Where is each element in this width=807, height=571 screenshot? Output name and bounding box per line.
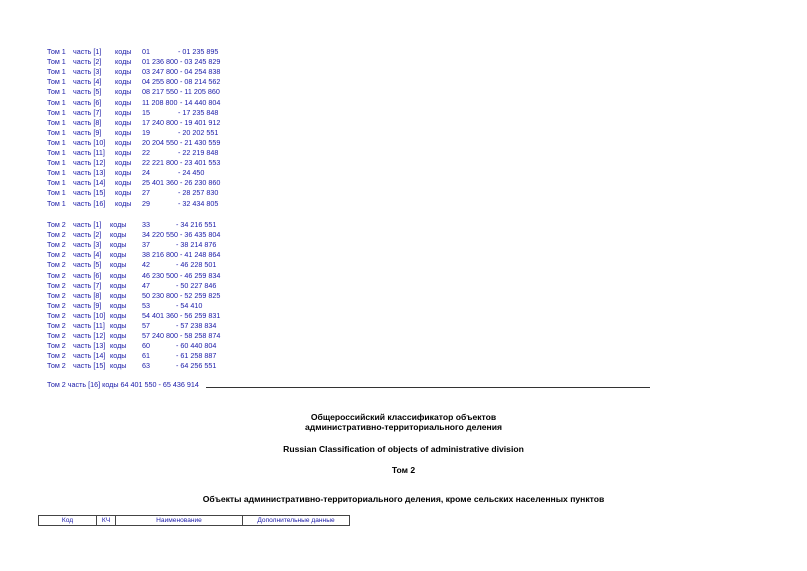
volume-label: Том 1	[47, 47, 66, 56]
code-range	[142, 230, 221, 240]
range-start: 63	[142, 361, 150, 371]
part-label: часть [15]	[73, 188, 106, 198]
volume-label: Том 2	[47, 290, 66, 300]
range-end: - 41 248 864	[180, 250, 221, 260]
codes-label: коды	[115, 188, 132, 198]
range-end: - 46 228 501	[176, 260, 217, 270]
index-row	[47, 57, 247, 66]
index-row	[47, 188, 247, 197]
part-label: часть [4]	[73, 77, 102, 87]
range-end: - 56 259 831	[180, 310, 221, 320]
code-range	[142, 331, 221, 341]
range-end: - 03 245 829	[180, 57, 221, 67]
codes-label: коды	[115, 137, 132, 147]
part-label: часть [13]	[73, 168, 106, 178]
range-start: 24	[142, 168, 150, 178]
code-range	[142, 310, 221, 320]
volume-label: Том 1	[47, 137, 66, 147]
code-range	[142, 57, 221, 67]
codes-label: коды	[115, 198, 132, 208]
codes-label: коды	[110, 260, 127, 270]
part-label: часть [13]	[73, 341, 106, 351]
codes-label: коды	[115, 97, 132, 107]
index-row	[47, 341, 247, 350]
volume-label: Том 2	[47, 331, 66, 341]
codes-label: коды	[110, 240, 127, 250]
codes-label: коды	[115, 178, 132, 188]
codes-label: коды	[115, 67, 132, 77]
range-end: - 36 435 804	[180, 230, 221, 240]
codes-label: коды	[115, 148, 132, 157]
codes-label: коды	[110, 230, 127, 240]
range-end: - 58 258 874	[180, 331, 221, 341]
codes-label: коды	[115, 158, 132, 168]
code-range	[142, 361, 217, 371]
code-range	[142, 67, 221, 77]
codes-label: коды	[110, 321, 127, 330]
code-range	[142, 77, 221, 87]
part-label: часть [6]	[73, 97, 102, 107]
range-end: - 01 235 895	[178, 47, 219, 56]
index-row	[47, 321, 247, 330]
volume-label: Том 2	[47, 300, 66, 310]
part-label: часть [5]	[73, 87, 102, 97]
part-label: часть [4]	[73, 250, 102, 260]
volume-label: Том 1	[47, 148, 66, 157]
volume-label: Том 2	[47, 321, 66, 330]
range-start: 34 220 550	[142, 230, 178, 240]
code-range	[142, 250, 221, 260]
header-additional-data: Дополнительные данные	[243, 516, 350, 526]
index-row	[47, 148, 247, 157]
part-label: часть [3]	[73, 240, 102, 250]
range-start: 53	[142, 300, 150, 310]
code-range	[142, 117, 221, 127]
part-label: часть [16]	[73, 198, 106, 208]
codes-label: коды	[110, 341, 127, 351]
volume-label: Том 2	[47, 280, 66, 290]
volume-label: Том 1	[47, 188, 66, 198]
code-range	[142, 178, 221, 188]
range-end: - 61 258 887	[176, 351, 217, 361]
part-label: часть [1]	[73, 47, 102, 56]
part-label: часть [8]	[73, 117, 102, 127]
code-range	[142, 198, 219, 208]
range-start: 57	[142, 321, 150, 330]
code-range	[142, 300, 203, 310]
title-ru-line-2: административно-территориального деления	[304, 422, 502, 432]
volume-label: Том 2	[47, 250, 66, 260]
codes-label: коды	[110, 361, 127, 371]
code-range	[142, 107, 219, 117]
header-check-number: КЧ	[97, 516, 116, 526]
range-end: - 38 214 876	[176, 240, 217, 250]
code-range	[142, 158, 221, 168]
codes-label: коды	[110, 310, 127, 320]
range-end: - 20 202 551	[178, 127, 219, 137]
index-row	[47, 351, 247, 360]
part-label: часть [2]	[73, 230, 102, 240]
code-range	[142, 240, 217, 250]
range-end: - 60 440 804	[176, 341, 217, 351]
code-range	[142, 260, 217, 270]
code-range	[142, 290, 221, 300]
range-end: - 26 230 860	[180, 178, 221, 188]
volume-label: Том 2	[47, 230, 66, 240]
volume-label: Том 2	[47, 270, 66, 280]
range-end: - 34 216 551	[176, 220, 217, 229]
code-range	[142, 127, 219, 137]
index-row	[47, 77, 247, 86]
range-start: 57 240 800	[142, 331, 178, 341]
part-label: часть [12]	[73, 331, 106, 341]
underline-rule	[206, 387, 650, 388]
codes-label: коды	[115, 127, 132, 137]
volume-label: Том 1	[47, 127, 66, 137]
range-start: 20 204 550	[142, 137, 178, 147]
range-start: 61	[142, 351, 150, 361]
code-range	[142, 168, 205, 178]
part-label: часть [8]	[73, 290, 102, 300]
volume-label: Том 1	[47, 57, 66, 67]
range-start: 46 230 500	[142, 270, 178, 280]
range-start: 38 216 800	[142, 250, 178, 260]
codes-label: коды	[110, 270, 127, 280]
part-label: часть [6]	[73, 270, 102, 280]
range-start: 15	[142, 107, 150, 117]
part-label: часть [10]	[73, 137, 106, 147]
codes-label: коды	[115, 107, 132, 117]
code-range	[142, 351, 217, 361]
index-row	[47, 281, 247, 290]
volume-label: Том 2	[47, 260, 66, 270]
codes-label: коды	[110, 351, 127, 361]
codes-label: коды	[115, 47, 132, 56]
index-row	[47, 158, 247, 167]
index-row	[47, 240, 247, 249]
part-label: часть [10]	[73, 310, 106, 320]
part-label: часть [12]	[73, 158, 106, 168]
codes-label: коды	[115, 57, 132, 67]
range-end: - 64 256 551	[176, 361, 217, 371]
range-end: - 46 259 834	[180, 270, 221, 280]
volume-label: Том 2	[47, 310, 66, 320]
index-row	[47, 220, 247, 229]
range-end: - 17 235 848	[178, 107, 219, 117]
range-start: 25 401 360	[142, 178, 178, 188]
range-end: - 11 205 860	[180, 87, 220, 97]
range-end: - 24 450	[178, 168, 205, 178]
code-range	[142, 188, 219, 198]
index-row	[47, 230, 247, 239]
volume-label: Том 1	[47, 87, 66, 97]
code-range	[142, 97, 221, 107]
volume-label: Том 2	[47, 351, 66, 361]
title-ru-line-1: Общероссийский классификатор объектов	[310, 412, 497, 422]
volume-label: Том 1	[47, 77, 66, 87]
volume-label: Том 2	[47, 220, 66, 229]
code-range	[142, 148, 219, 157]
range-start: 01 236 800	[142, 57, 178, 67]
code-range	[142, 280, 217, 290]
part-label: часть [7]	[73, 280, 102, 290]
index-row	[47, 331, 247, 340]
index-row	[47, 138, 247, 147]
volume-label: Том 1	[47, 97, 66, 107]
index-row	[47, 118, 247, 127]
part-label: часть [9]	[73, 300, 102, 310]
range-end: - 28 257 830	[178, 188, 219, 198]
range-start: 11 208 800	[142, 97, 178, 107]
range-start: 33	[142, 220, 150, 229]
range-end: - 52 259 825	[180, 290, 221, 300]
last-index-line: Том 2 часть [16] коды 64 401 550 - 65 436 914	[47, 380, 199, 389]
section-subtitle: Объекты административно-территориального деления, кроме сельских населенных пунктов	[202, 494, 605, 504]
classifier-table-header	[38, 515, 350, 526]
index-row	[47, 128, 247, 137]
range-start: 03 247 800	[142, 67, 178, 77]
index-row	[47, 250, 247, 259]
range-start: 37	[142, 240, 150, 250]
codes-label: коды	[110, 280, 127, 290]
volume-label: Том 1	[47, 198, 66, 208]
index-row	[47, 260, 247, 269]
code-range	[142, 270, 221, 280]
volume-label: Том 1	[47, 107, 66, 117]
index-row	[47, 87, 247, 96]
part-label: часть [9]	[73, 127, 102, 137]
index-row	[47, 199, 247, 208]
volume-title: Том 2	[391, 465, 416, 475]
range-end: - 23 401 553	[180, 158, 221, 168]
codes-label: коды	[115, 117, 132, 127]
codes-label: коды	[110, 250, 127, 260]
volume-label: Том 2	[47, 341, 66, 351]
codes-label: коды	[110, 300, 127, 310]
code-range	[142, 341, 217, 351]
index-row	[47, 311, 247, 320]
range-start: 08 217 550	[142, 87, 178, 97]
range-end: - 22 219 848	[178, 148, 219, 157]
range-start: 17 240 800	[142, 117, 178, 127]
index-row	[47, 47, 247, 56]
range-start: 04 255 800	[142, 77, 178, 87]
codes-label: коды	[110, 290, 127, 300]
part-label: часть [14]	[73, 178, 106, 188]
range-start: 54 401 360	[142, 310, 178, 320]
part-label: часть [14]	[73, 351, 106, 361]
code-range	[142, 87, 220, 97]
range-end: - 04 254 838	[180, 67, 221, 77]
range-end: - 32 434 805	[178, 198, 219, 208]
range-start: 29	[142, 198, 150, 208]
range-start: 42	[142, 260, 150, 270]
index-row	[47, 178, 247, 187]
range-end: - 08 214 562	[180, 77, 221, 87]
volume-label: Том 1	[47, 117, 66, 127]
range-start: 22	[142, 148, 150, 157]
header-code: Код	[39, 516, 97, 526]
volume-label: Том 2	[47, 361, 66, 371]
range-end: - 57 238 834	[176, 321, 217, 330]
range-start: 50 230 800	[142, 290, 178, 300]
range-start: 47	[142, 280, 150, 290]
code-range	[142, 220, 217, 229]
range-start: 60	[142, 341, 150, 351]
volume-label: Том 1	[47, 67, 66, 77]
range-end: - 14 440 804	[180, 97, 221, 107]
codes-label: коды	[110, 331, 127, 341]
part-label: часть [11]	[73, 148, 105, 157]
index-row	[47, 108, 247, 117]
range-end: - 54 410	[176, 300, 203, 310]
codes-label: коды	[115, 77, 132, 87]
index-row	[47, 168, 247, 177]
codes-label: коды	[115, 168, 132, 178]
part-label: часть [3]	[73, 67, 102, 77]
part-label: часть [11]	[73, 321, 105, 330]
header-name: Наименование	[116, 516, 243, 526]
code-range	[142, 321, 217, 330]
range-start: 01	[142, 47, 150, 56]
part-label: часть [1]	[73, 220, 102, 229]
volume-label: Том 1	[47, 168, 66, 178]
index-row	[47, 98, 247, 107]
range-start: 22 221 800	[142, 158, 178, 168]
range-end: - 21 430 559	[180, 137, 221, 147]
index-row	[47, 301, 247, 310]
part-label: часть [7]	[73, 107, 102, 117]
range-start: 19	[142, 127, 150, 137]
volume-label: Том 2	[47, 240, 66, 250]
range-end: - 19 401 912	[180, 117, 221, 127]
index-row	[47, 361, 247, 370]
part-label: часть [5]	[73, 260, 102, 270]
title-en: Russian Classification of objects of administrative division	[283, 444, 524, 454]
code-range	[142, 137, 221, 147]
volume-label: Том 1	[47, 178, 66, 188]
range-start: 27	[142, 188, 150, 198]
index-row	[47, 271, 247, 280]
index-row	[47, 291, 247, 300]
part-label: часть [15]	[73, 361, 106, 371]
part-label: часть [2]	[73, 57, 102, 67]
volume-label: Том 1	[47, 158, 66, 168]
range-end: - 50 227 846	[176, 280, 217, 290]
codes-label: коды	[115, 87, 132, 97]
index-row	[47, 67, 247, 76]
code-range	[142, 47, 219, 56]
codes-label: коды	[110, 220, 127, 229]
